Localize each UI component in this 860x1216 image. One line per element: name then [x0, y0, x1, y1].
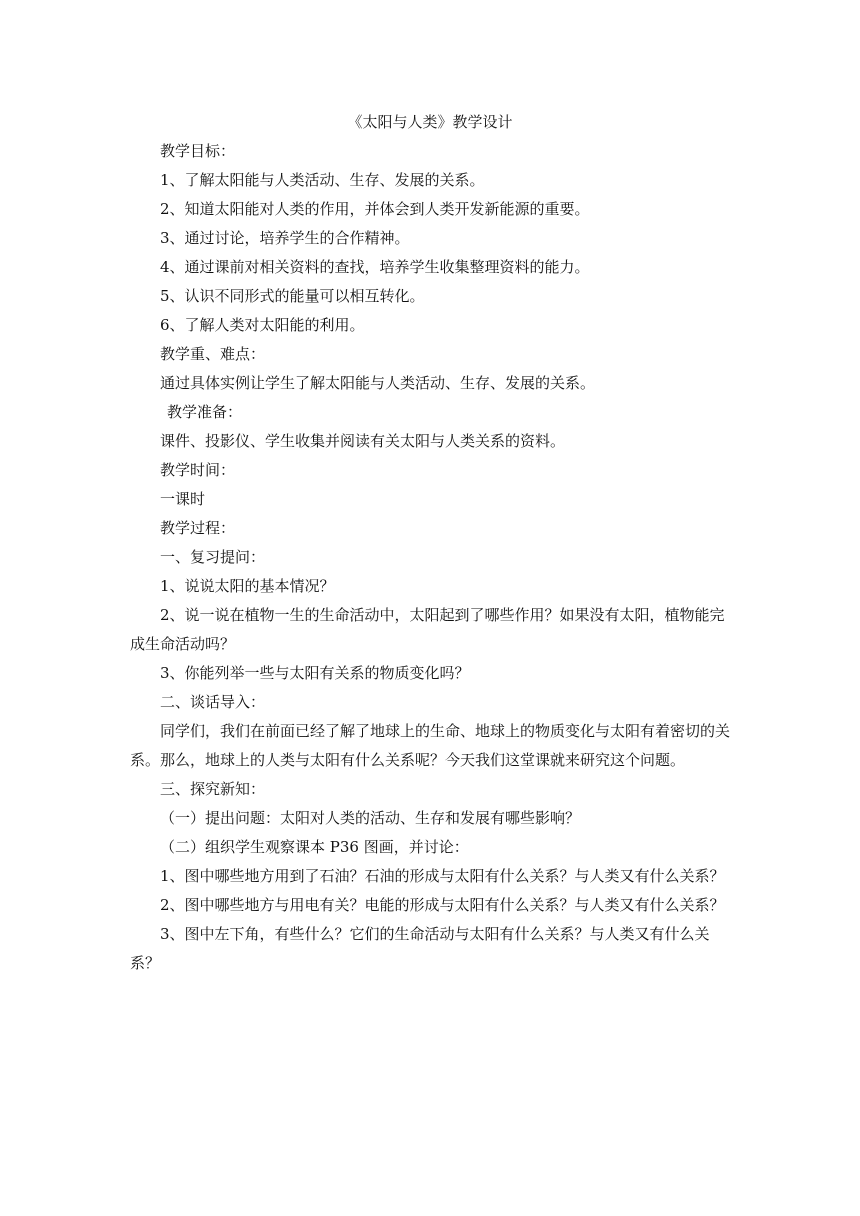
- document-body: [130, 108, 730, 978]
- review-question: 3、你能列举一些与太阳有关系的物质变化吗？: [160, 664, 470, 682]
- section-heading-objectives: 教学目标：: [160, 142, 236, 160]
- section-heading-preparation: 教学准备：: [167, 403, 243, 421]
- section-heading-process: 教学过程：: [160, 519, 236, 537]
- review-question: 1、说说太阳的基本情况？: [160, 577, 335, 595]
- review-question: 2、说一说在植物一生的生命活动中，太阳起到了哪些作用？如果没有太阳，植物能完成生命活动吗？: [130, 606, 725, 653]
- preparation-text: 课件、投影仪、学生收集并阅读有关太阳与人类关系的资料。: [160, 432, 566, 450]
- explore-item: （二）组织学生观察课本 P36 图画，并讨论：: [160, 838, 469, 856]
- objective-item: 5、认识不同形式的能量可以相互转化。: [160, 287, 425, 305]
- process-step-heading: 二、谈话导入：: [160, 693, 266, 711]
- introduction-text: 同学们，我们在前面已经了解了地球上的生命、地球上的物质变化与太阳有着密切的关系。那么，地球上的人类与太阳有什么关系呢？今天我们这堂课就来研究这个问题。: [130, 722, 731, 769]
- explore-item: （一）提出问题：太阳对人类的活动、生存和发展有哪些影响？: [160, 809, 581, 827]
- document-title: 《太阳与人类》教学设计: [347, 113, 513, 131]
- discussion-question: 1、图中哪些地方用到了石油？石油的形成与太阳有什么关系？与人类又有什么关系？: [160, 867, 725, 885]
- process-step-heading: 三、探究新知：: [160, 780, 266, 798]
- section-heading-key-points: 教学重、难点：: [160, 345, 266, 363]
- discussion-question: 2、图中哪些地方与用电有关？电能的形成与太阳有什么关系？与人类又有什么关系？: [160, 896, 725, 914]
- discussion-question: 3、图中左下角，有些什么？它们的生命活动与太阳有什么关系？与人类又有什么关系？: [130, 925, 710, 972]
- objective-item: 2、知道太阳能对人类的作用，并体会到人类开发新能源的重要。: [160, 200, 590, 218]
- objective-item: 1、了解太阳能与人类活动、生存、发展的关系。: [160, 171, 485, 189]
- key-points-text: 通过具体实例让学生了解太阳能与人类活动、生存、发展的关系。: [160, 374, 596, 392]
- objective-item: 4、通过课前对相关资料的查找，培养学生收集整理资料的能力。: [160, 258, 590, 276]
- section-heading-time: 教学时间：: [160, 461, 236, 479]
- time-text: 一课时: [160, 490, 206, 508]
- objective-item: 3、通过讨论，培养学生的合作精神。: [160, 229, 410, 247]
- process-step-heading: 一、复习提问：: [160, 548, 266, 566]
- objective-item: 6、了解人类对太阳能的利用。: [160, 316, 365, 334]
